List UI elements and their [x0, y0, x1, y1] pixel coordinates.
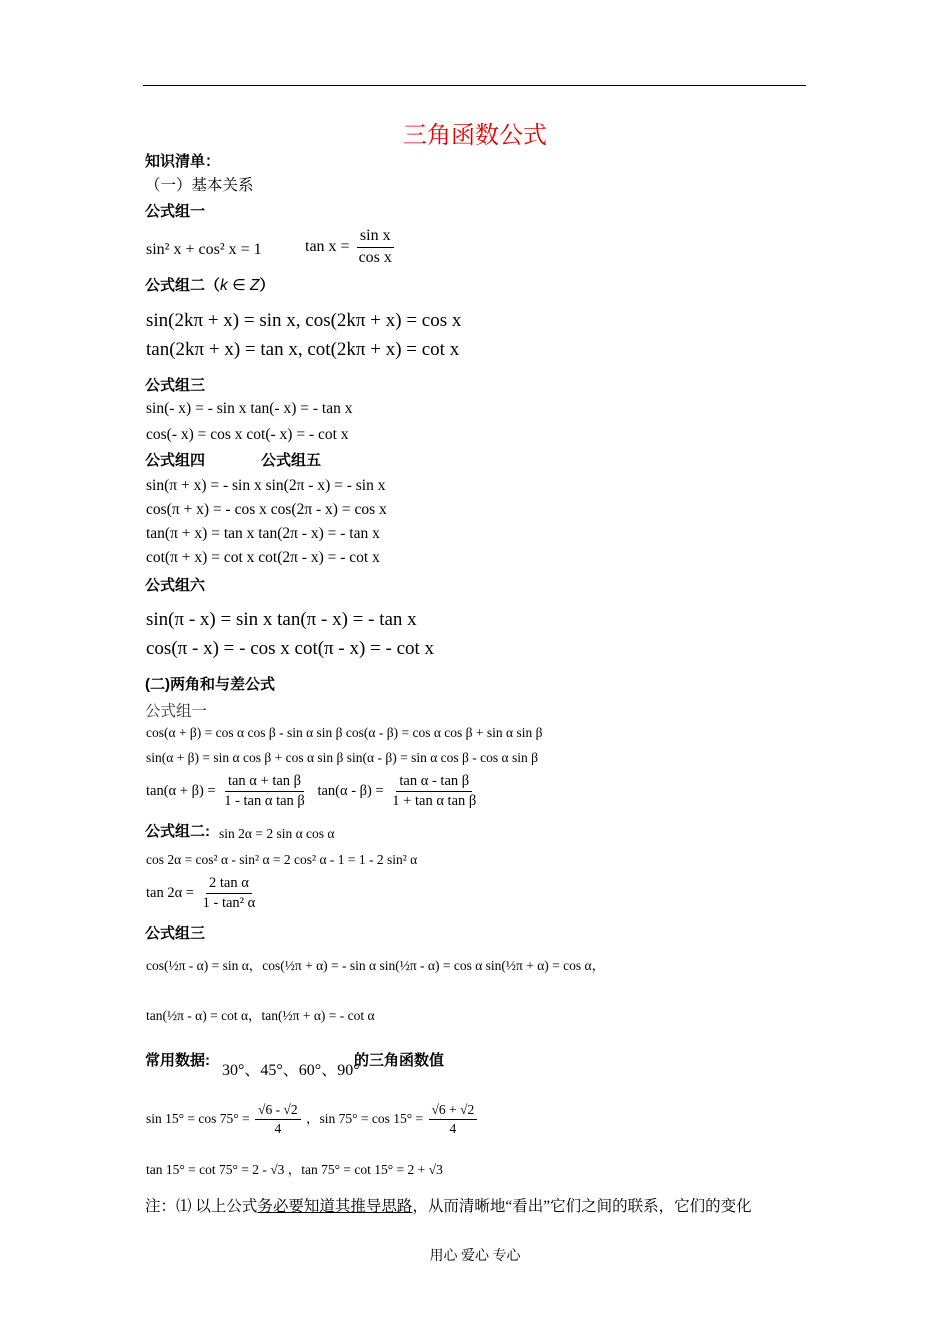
cos-double-angle: cos 2α = cos² α - sin² α = 2 cos² α - 1 = 1 - 2 sin² α [146, 852, 418, 867]
tan-diff-lhs: tan(α - β) = [317, 783, 384, 800]
tan2-den: 1 - tan² α [202, 895, 256, 912]
sin75-den: 4 [449, 1121, 457, 1137]
group-45-line-2: cos(π + x) = - cos x cos(2π - x) = cos x [146, 501, 387, 518]
group-45-line-4: cot(π + x) = cot x cot(2π - x) = - cot x [146, 549, 380, 566]
tan-sum-diff [146, 774, 481, 809]
tan-diff-den: 1 + tan α tan β [392, 793, 477, 810]
tan2-lhs: tan 2α = [146, 885, 194, 902]
group-45-line-1: sin(π + x) = - sin x sin(2π - x) = - sin x [146, 477, 386, 494]
common-data-heading: 常用数据: [145, 1052, 210, 1069]
group-3-heading: 公式组三 [145, 377, 206, 394]
tan-identity-num: sin x [357, 228, 394, 248]
tan-double-angle [146, 876, 260, 911]
s2-group-3-heading: 公式组三 [145, 925, 206, 942]
tan15-values: tan 15° = cot 75° = 2 - √3 ，tan 75° = cot 15° = 2 + √3 [146, 1162, 443, 1177]
group-2-condition: k ∈ Z [220, 277, 260, 294]
section-sum-difference: (二)两角和与差公式 [145, 676, 275, 693]
sin15-den: 4 [274, 1121, 282, 1137]
group-3-line-1: sin(- x) = - sin x tan(- x) = - tan x [146, 400, 353, 417]
page-footer: 用心 爱心 专心 [429, 1249, 521, 1264]
s2-group-1-heading: 公式组一 [145, 703, 208, 720]
sin-sum-diff: sin(α + β) = sin α cos β + cos α sin β sin(α - β) = sin α cos β - cos α sin β [146, 750, 538, 765]
note-start: 注：⑴ 以上公式 [145, 1198, 258, 1215]
tan-identity [305, 228, 397, 267]
tan-diff-num: tan α - tan β [396, 774, 472, 792]
tan-sum-den: 1 - tan α tan β [224, 793, 305, 810]
cos-sum-diff: cos(α + β) = cos α cos β - sin α sin β cos(α - β) = cos α cos β + sin α sin β [146, 725, 543, 740]
group-2-label: 公式组二（ [145, 277, 221, 294]
note-end: ，从而清晰地“看出”它们之间的联系，它们的变化 [412, 1198, 752, 1215]
tan-identity-lhs: tan x = [305, 237, 350, 255]
group-3-line-2: cos(- x) = cos x cot(- x) = - cot x [146, 426, 349, 443]
page-title: 三角函数公式 [403, 123, 547, 149]
group-45-line-3: tan(π + x) = tan x tan(2π - x) = - tan x [146, 525, 380, 542]
sin15-values [146, 1103, 479, 1136]
sin75-num: √6 + √2 [429, 1103, 478, 1120]
cofunction-line-1: cos(½π - α) = sin α，cos(½π + α) = - sin α sin(½π - α) = cos α sin(½π + α) = cos α， [146, 958, 606, 973]
group-4-heading: 公式组四 [145, 452, 206, 469]
sin15-lhs: sin 15° = cos 75° = [146, 1110, 250, 1126]
section-basic-relations: （一）基本关系 [145, 177, 254, 194]
tan2-num: 2 tan α [206, 876, 252, 894]
tan-sum-num: tan α + tan β [225, 774, 304, 792]
cofunction-line-2: tan(½π - α) = cot α，tan(½π + α) = - cot α [146, 1008, 375, 1023]
group-6-heading: 公式组六 [145, 577, 206, 594]
tan-sum-lhs: tan(α + β) = [146, 783, 216, 800]
common-angles: 30°、45°、60°、90° [222, 1062, 360, 1079]
knowledge-list-heading: 知识清单： [145, 153, 221, 170]
header-rule [143, 85, 806, 86]
note-underlined: 务必要知道其推导思路 [257, 1198, 413, 1215]
group-2-line-1: sin(2kπ + x) = sin x, cos(2kπ + x) = cos x [146, 310, 462, 331]
pythagorean-identity: sin² x + cos² x = 1 [146, 241, 262, 258]
note-paragraph [145, 1199, 752, 1215]
group-1-heading: 公式组一 [145, 203, 206, 220]
group-5-heading: 公式组五 [261, 452, 322, 469]
tan-identity-den: cos x [358, 248, 392, 266]
sin75-lhs: ，sin 75° = cos 15° = [305, 1110, 424, 1126]
s2-group-2-heading: 公式组二: [145, 823, 210, 840]
group-6-line-1: sin(π - x) = sin x tan(π - x) = - tan x [146, 609, 417, 630]
sin15-num: √6 - √2 [255, 1103, 301, 1120]
group-2-heading [145, 278, 274, 294]
sin-double-angle: sin 2α = 2 sin α cos α [219, 826, 335, 841]
common-data-tail: 的三角函数值 [354, 1052, 445, 1069]
group-2-close: ） [259, 277, 275, 294]
group-6-line-2: cos(π - x) = - cos x cot(π - x) = - cot x [146, 638, 435, 659]
group-2-line-2: tan(2kπ + x) = tan x, cot(2kπ + x) = cot x [146, 339, 460, 360]
